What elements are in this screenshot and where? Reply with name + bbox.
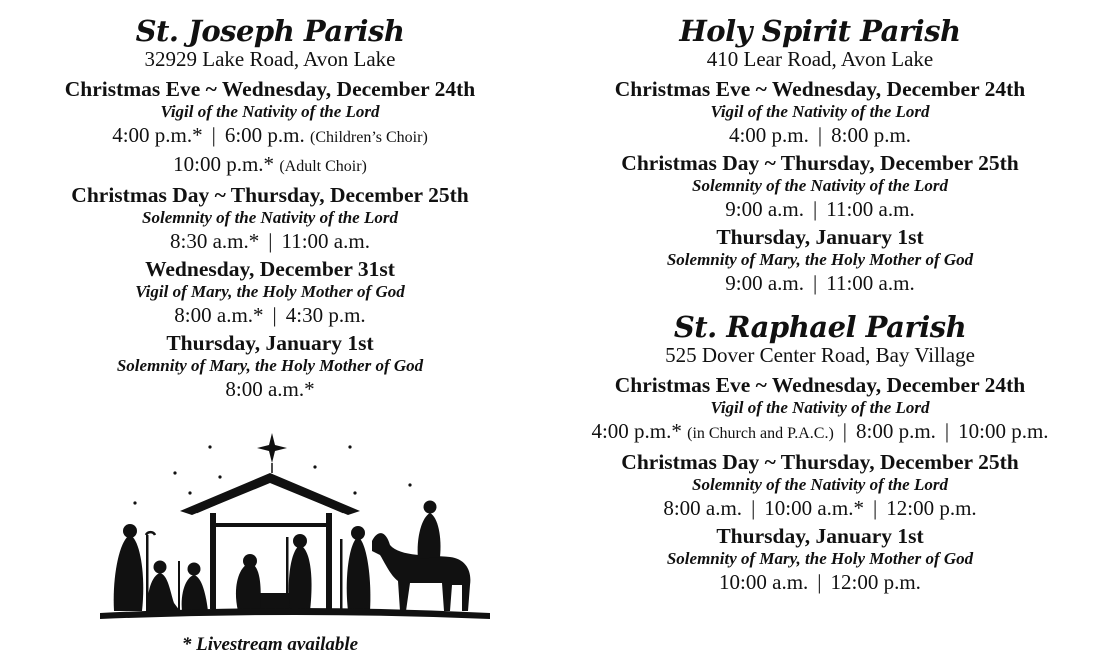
liturgical-title: Vigil of the Nativity of the Lord: [710, 102, 930, 121]
mass-time: 6:00 p.m.: [224, 123, 305, 147]
mass-time: 9:00 a.m.: [725, 271, 805, 295]
shepherd-figure: [114, 535, 144, 611]
service-block: [540, 449, 1100, 521]
separator: |: [813, 271, 818, 295]
day-heading: Thursday, January 1st: [716, 225, 924, 249]
mass-time: 10:00 p.m.*: [173, 152, 275, 176]
parish-address: 410 Lear Road, Avon Lake: [706, 47, 934, 71]
service-block: [540, 150, 1100, 222]
mass-time: 8:30 a.m.*: [170, 229, 260, 253]
service-block: [540, 76, 1100, 148]
mass-time: 10:00 p.m.: [958, 419, 1049, 443]
separator: |: [751, 496, 756, 520]
mass-time: 11:00 a.m.: [826, 271, 915, 295]
service-block: [540, 523, 1100, 595]
rider-figure: [418, 513, 441, 559]
mass-times-line: [540, 196, 1100, 222]
separator: |: [873, 496, 878, 520]
mass-note: (Adult Choir): [279, 158, 367, 175]
st-raphael-section: [540, 310, 1100, 595]
liturgical-title: Solemnity of Mary, the Holy Mother of God: [666, 549, 974, 568]
st-joseph-section: [20, 0, 520, 402]
mass-times-line: [540, 122, 1100, 148]
day-heading: Christmas Day ~ Thursday, December 25th: [621, 151, 1019, 175]
mass-time: 8:00 a.m.*: [174, 303, 264, 327]
separator: |: [817, 123, 823, 147]
mass-note: (in Church and P.A.C.): [687, 425, 834, 442]
mass-times-line: [540, 418, 1100, 447]
day-heading: Thursday, January 1st: [716, 524, 924, 548]
day-heading: Christmas Eve ~ Wednesday, December 24th: [614, 77, 1026, 101]
liturgical-title: Solemnity of Mary, the Holy Mother of God: [666, 250, 974, 269]
separator: |: [268, 229, 273, 253]
mass-time: 4:00 p.m.*: [591, 419, 682, 443]
day-heading: Christmas Day ~ Thursday, December 25th: [71, 183, 469, 207]
day-heading: Thursday, January 1st: [166, 331, 374, 355]
parish-address: 32929 Lake Road, Avon Lake: [144, 47, 396, 71]
mass-time: 4:00 p.m.: [728, 123, 809, 147]
service-block: [540, 372, 1100, 447]
mass-times-line: [20, 122, 520, 151]
mass-times-line: [20, 228, 520, 254]
separator: |: [272, 303, 277, 327]
schedule-list: [540, 76, 1100, 296]
star-icon: [257, 433, 287, 463]
mass-time: 10:00 a.m.*: [764, 496, 865, 520]
service-block: [20, 256, 520, 328]
service-block: [20, 182, 520, 254]
nativity-scene-icon: [100, 425, 490, 635]
liturgical-title: Vigil of Mary, the Holy Mother of God: [135, 282, 405, 301]
mass-times-line: [20, 302, 520, 328]
parish-title: St. Joseph Parish: [135, 14, 405, 48]
separator: |: [813, 197, 818, 221]
mass-time: 11:00 a.m.: [826, 197, 915, 221]
liturgical-title: Solemnity of the Nativity of the Lord: [692, 176, 948, 195]
schedule-list: [20, 76, 520, 402]
liturgical-title: Solemnity of the Nativity of the Lord: [692, 475, 948, 494]
liturgical-title: Solemnity of the Nativity of the Lord: [142, 208, 398, 227]
mass-time: 4:00 p.m.*: [112, 123, 203, 147]
mass-note: (Children’s Choir): [310, 129, 428, 146]
liturgical-title: Vigil of the Nativity of the Lord: [160, 102, 380, 121]
right-column: [540, 0, 1100, 595]
service-block: [20, 76, 520, 180]
separator: |: [817, 570, 822, 594]
liturgical-title: Solemnity of Mary, the Holy Mother of God: [116, 356, 424, 375]
holy-spirit-section: [540, 14, 1100, 296]
mass-time: 12:00 p.m.: [886, 496, 977, 520]
mass-times-line: [540, 270, 1100, 296]
parish-address: 525 Dover Center Road, Bay Village: [665, 343, 975, 367]
liturgical-title: Vigil of the Nativity of the Lord: [710, 398, 930, 417]
separator: |: [842, 419, 847, 443]
mass-time: 12:00 p.m.: [830, 570, 921, 594]
wise-man-figure: [347, 537, 371, 611]
mass-time: 8:00 p.m.: [855, 419, 936, 443]
livestream-footnote: * Livestream available: [181, 634, 359, 655]
day-heading: Christmas Eve ~ Wednesday, December 24th: [64, 77, 476, 101]
day-heading: Wednesday, December 31st: [145, 257, 395, 281]
mass-times-line: [20, 151, 520, 180]
mass-time: 10:00 a.m.: [719, 570, 809, 594]
day-heading: Christmas Day ~ Thursday, December 25th: [621, 450, 1019, 474]
separator: |: [211, 123, 216, 147]
mass-time: 4:30 p.m.: [285, 303, 366, 327]
mass-times-line: [20, 376, 520, 402]
service-block: [540, 224, 1100, 296]
schedule-list: [540, 372, 1100, 595]
mary-figure: [236, 563, 261, 611]
service-block: [20, 330, 520, 402]
mass-time: 9:00 a.m.: [725, 197, 805, 221]
mass-time: 11:00 a.m.: [281, 229, 370, 253]
mass-time: 8:00 a.m.*: [225, 377, 315, 401]
mass-times-line: [540, 569, 1100, 595]
parish-title: St. Raphael Parish: [673, 310, 967, 344]
joseph-figure: [289, 545, 312, 611]
mass-time: 8:00 a.m.: [663, 496, 743, 520]
separator: |: [944, 419, 950, 443]
day-heading: Christmas Eve ~ Wednesday, December 24th: [614, 373, 1026, 397]
mass-times-line: [540, 495, 1100, 521]
parish-title: Holy Spirit Parish: [679, 14, 961, 48]
mass-time: 8:00 p.m.: [831, 123, 912, 147]
